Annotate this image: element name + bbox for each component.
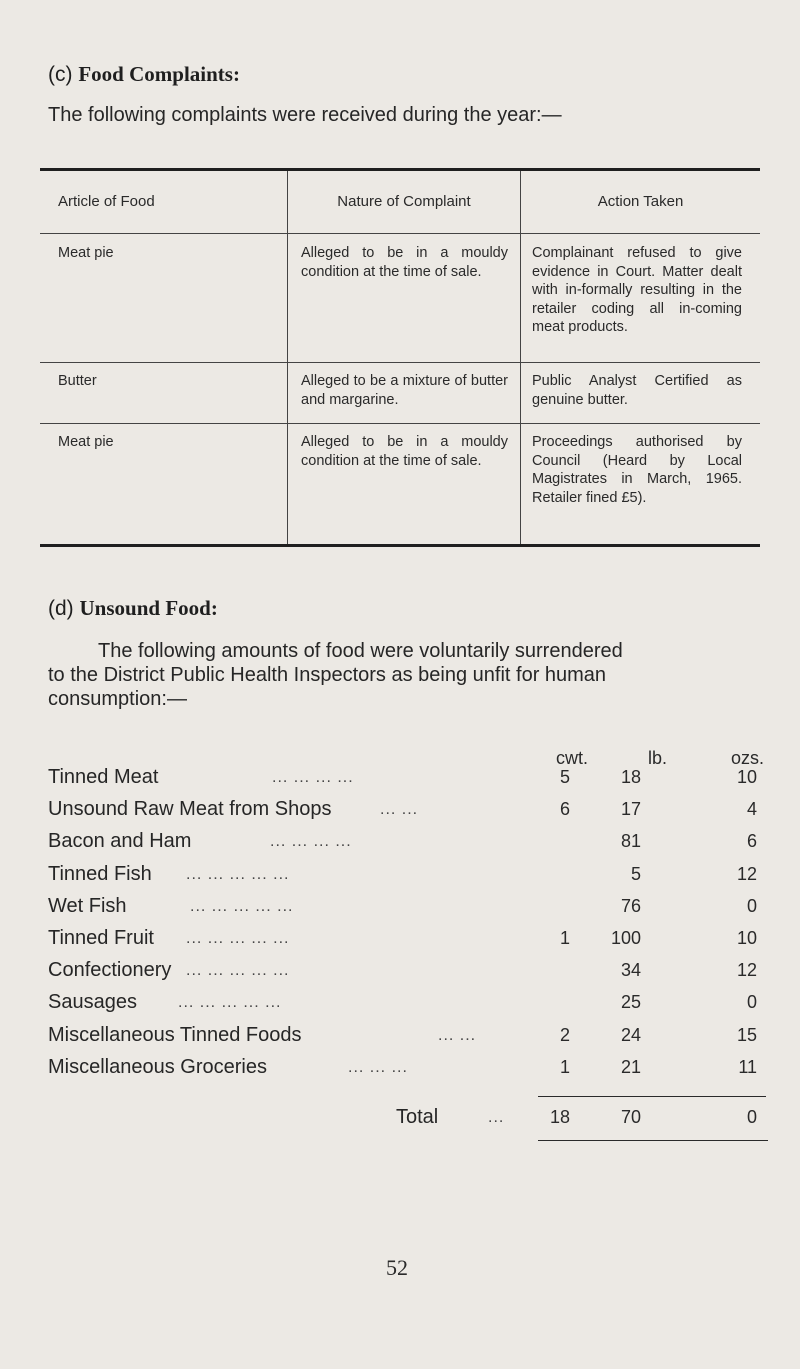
ozs-value: 6 bbox=[746, 831, 757, 852]
list-item bbox=[48, 1056, 768, 1086]
food-item-name: Miscellaneous Groceries bbox=[48, 1055, 267, 1078]
lb-value: 18 bbox=[620, 767, 641, 787]
section-d-title: Unsound Food: bbox=[79, 596, 218, 620]
leader-dots: ... bbox=[488, 1109, 505, 1126]
section-d-label: (d) bbox=[48, 597, 74, 620]
table-row bbox=[40, 233, 760, 362]
section-d-heading bbox=[48, 596, 218, 621]
cwt-value: 6 bbox=[559, 799, 570, 820]
ozs-value: 10 bbox=[736, 767, 757, 787]
complaints-table bbox=[40, 168, 760, 547]
cwt-value: 2 bbox=[559, 1024, 570, 1045]
food-item-name: Wet Fish bbox=[48, 894, 127, 917]
list-item bbox=[48, 798, 768, 828]
nature-cell: Alleged to be in a mouldy condition at the time of sale. bbox=[288, 424, 521, 544]
list-item bbox=[48, 959, 768, 989]
ozs-value: 15 bbox=[736, 1024, 757, 1045]
cwt-value: 1 bbox=[559, 928, 570, 948]
cwt-value: 1 bbox=[559, 1056, 570, 1077]
header-action: Action Taken bbox=[597, 193, 684, 210]
food-item-name: Tinned Fruit bbox=[48, 927, 154, 949]
nature-cell: Alleged to be a mixture of butter and margarine. bbox=[288, 363, 521, 423]
table-row bbox=[40, 362, 760, 423]
leader-dots: ... ... ... ... bbox=[270, 833, 352, 851]
list-item bbox=[48, 863, 768, 893]
list-item bbox=[48, 830, 768, 860]
article-cell: Meat pie bbox=[40, 424, 288, 544]
section-d-intro-line-1: The following amounts of food were voluntarily surrendered bbox=[98, 640, 623, 662]
action-cell: Complainant refused to give evidence in Court. Matter dealt with in-formally resulting in the retailer coding all in-coming meat products. bbox=[532, 245, 742, 335]
lb-value: 17 bbox=[620, 799, 641, 820]
ozs-value: 4 bbox=[746, 799, 757, 820]
section-c-label: (c) bbox=[48, 63, 73, 86]
header-nature: Nature of Complaint bbox=[288, 171, 521, 233]
leader-dots: ... ... ... ... ... bbox=[186, 865, 290, 883]
list-item bbox=[48, 927, 768, 957]
page-number: 52 bbox=[386, 1255, 408, 1280]
leader-dots: ... ... ... ... bbox=[272, 769, 354, 786]
food-item-name: Tinned Fish bbox=[48, 862, 152, 885]
header-article: Article of Food bbox=[40, 171, 288, 233]
food-item-name: Bacon and Ham bbox=[48, 830, 192, 853]
unit-header-lb: lb. bbox=[648, 748, 668, 768]
total-ozs: 0 bbox=[746, 1107, 757, 1127]
leader-dots: ... ... ... ... ... bbox=[186, 930, 290, 947]
section-d-intro-line-3: consumption:— bbox=[48, 688, 187, 710]
lb-value: 34 bbox=[620, 960, 641, 981]
unit-header-ozs: ozs. bbox=[731, 748, 765, 768]
ozs-value: 11 bbox=[738, 1056, 757, 1077]
list-item bbox=[48, 1024, 768, 1054]
leader-dots: ... ... ... ... ... bbox=[186, 962, 290, 980]
ozs-value: 10 bbox=[736, 928, 757, 948]
leader-dots: ... ... ... ... ... bbox=[190, 897, 294, 915]
total-label: Total bbox=[396, 1106, 439, 1128]
ozs-value: 12 bbox=[736, 960, 757, 981]
action-cell: Proceedings authorised by Council (Heard by Local Magistrates in March, 1965. Retailer fined £5). bbox=[532, 434, 742, 506]
ozs-value: 0 bbox=[746, 992, 757, 1013]
lb-value: 24 bbox=[620, 1024, 641, 1045]
leader-dots: ... ... ... bbox=[348, 1058, 408, 1076]
food-item-name: Confectionery bbox=[48, 959, 172, 982]
leader-dots: ... ... bbox=[380, 801, 419, 819]
total-top-rule bbox=[538, 1096, 766, 1097]
ozs-value: 12 bbox=[736, 863, 757, 884]
table-header-row bbox=[40, 171, 760, 233]
action-cell: Public Analyst Certified as genuine butter. bbox=[532, 373, 742, 408]
unit-header-cwt: cwt. bbox=[556, 748, 589, 768]
total-cwt: 18 bbox=[549, 1107, 570, 1127]
food-item-name: Miscellaneous Tinned Foods bbox=[48, 1023, 302, 1046]
lb-value: 76 bbox=[620, 895, 641, 916]
article-cell: Butter bbox=[40, 363, 288, 423]
total-bottom-rule bbox=[538, 1140, 768, 1141]
leader-dots: ... ... ... ... ... bbox=[178, 994, 282, 1012]
section-d-intro-line-2: to the District Public Health Inspectors as being unfit for human bbox=[48, 664, 607, 686]
article-cell: Meat pie bbox=[40, 234, 288, 362]
lb-value: 25 bbox=[620, 992, 641, 1013]
lb-value: 5 bbox=[630, 863, 641, 884]
section-c-title: Food Complaints: bbox=[78, 62, 240, 86]
lb-value: 100 bbox=[610, 928, 641, 948]
table-row bbox=[40, 423, 760, 544]
nature-cell: Alleged to be in a mouldy condition at the time of sale. bbox=[288, 234, 521, 362]
total-lb: 70 bbox=[620, 1107, 641, 1127]
cwt-value: 5 bbox=[559, 767, 570, 787]
food-item-name: Unsound Raw Meat from Shops bbox=[48, 798, 332, 821]
list-item bbox=[48, 766, 768, 796]
lb-value: 81 bbox=[620, 831, 641, 852]
food-item-name: Sausages bbox=[48, 991, 137, 1014]
list-item bbox=[48, 991, 768, 1021]
list-item bbox=[48, 895, 768, 925]
section-c-intro: The following complaints were received during the year:— bbox=[48, 104, 562, 126]
food-item-name: Tinned Meat bbox=[48, 766, 159, 788]
section-c-heading bbox=[48, 62, 240, 87]
leader-dots: ... ... bbox=[438, 1026, 477, 1044]
lb-value: 21 bbox=[620, 1056, 641, 1077]
ozs-value: 0 bbox=[746, 895, 757, 916]
total-row bbox=[48, 1106, 768, 1136]
